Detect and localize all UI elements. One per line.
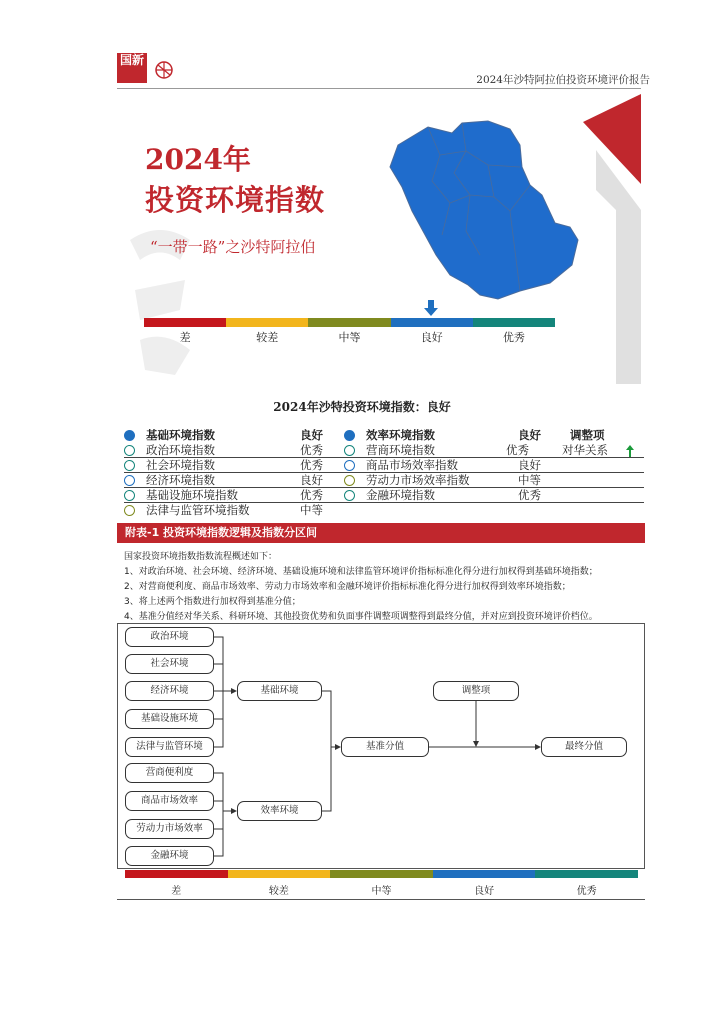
basic-env-label: 基础环境指数 xyxy=(146,428,215,442)
scale-segment-below-average xyxy=(226,318,308,327)
efficiency-env-value: 良好 xyxy=(518,428,541,442)
row-divider xyxy=(124,457,644,458)
arrow-up-icon xyxy=(626,445,634,457)
table-row xyxy=(344,488,644,503)
saudi-arabia-map xyxy=(370,115,585,305)
flow-node-finance: 金融环境 xyxy=(125,846,214,866)
row-value: 中等 xyxy=(300,503,323,517)
row-label: 商品市场效率指数 xyxy=(366,458,458,472)
scale-label: 较差 xyxy=(268,886,289,897)
scale-segment-below-average xyxy=(228,870,331,878)
rating-scale-bar xyxy=(144,318,555,327)
table-row xyxy=(124,488,340,503)
scale-label: 良好 xyxy=(420,331,443,344)
row-label: 基础设施环境指数 xyxy=(146,488,238,502)
basic-env-value: 良好 xyxy=(300,428,323,442)
hero-title: 投资环境指数 xyxy=(145,183,326,217)
table-row xyxy=(124,458,340,473)
row-value: 优秀 xyxy=(518,488,541,502)
table-row xyxy=(124,473,340,488)
table-row xyxy=(344,473,644,488)
table-row xyxy=(344,443,644,458)
scale-label: 差 xyxy=(179,331,191,344)
row-value: 优秀 xyxy=(300,458,323,472)
scale-label: 良好 xyxy=(474,886,495,897)
outline-circle-icon xyxy=(124,490,135,501)
efficiency-env-label: 效率环境指数 xyxy=(366,428,435,442)
scale-label: 中等 xyxy=(371,886,392,897)
scale-segment-average xyxy=(330,870,433,878)
efficiency-env-header xyxy=(344,428,644,443)
current-level-arrow-icon xyxy=(424,300,438,316)
row-divider xyxy=(124,502,644,503)
appendix-line: 4、基准分值经对华关系、科研环境、其他投资优势和负面事件调整项调整得到最终分值，并对应到投资环境评价档位。 xyxy=(124,612,598,622)
table-row xyxy=(124,443,340,458)
outline-circle-icon xyxy=(344,490,355,501)
row-label: 金融环境指数 xyxy=(366,488,435,502)
row-label: 营商环境指数 xyxy=(366,443,435,457)
outline-circle-icon xyxy=(124,505,135,516)
row-divider xyxy=(124,472,644,473)
flow-node-political: 政治环境 xyxy=(125,627,214,647)
scale-label: 中等 xyxy=(338,331,361,344)
row-value: 优秀 xyxy=(300,488,323,502)
report-title: 2024年沙特阿拉伯投资环境评价报告 xyxy=(476,74,650,86)
bottom-divider xyxy=(117,899,645,900)
filled-circle-icon xyxy=(344,430,355,441)
hero-year: 2024年 xyxy=(145,143,251,176)
outline-circle-icon xyxy=(344,475,355,486)
appendix-line: 1、对政治环境、社会环境、经济环境、基础设施环境和法律监管环境评价指标标准化得分进行加权得到基础环境指数； xyxy=(124,567,598,577)
scale-label: 较差 xyxy=(256,331,279,344)
scale-segment-good xyxy=(433,870,536,878)
scale-label: 差 xyxy=(171,886,182,897)
flow-node-legal: 法律与监管环境 xyxy=(125,737,214,757)
scale-segment-good xyxy=(391,318,473,327)
appendix-title: 附表-1 投资环境指数逻辑及指数分区间 xyxy=(117,523,645,543)
filled-circle-icon xyxy=(124,430,135,441)
outline-circle-icon xyxy=(344,445,355,456)
appendix-line: 国家投资环境指数指数流程概述如下： xyxy=(124,552,278,562)
appendix-line: 3、将上述两个指数进行加权得到基准分值； xyxy=(124,597,301,607)
outline-circle-icon xyxy=(344,460,355,471)
flow-node-adjustment: 调整项 xyxy=(433,681,519,701)
flow-node-labor-market: 劳动力市场效率 xyxy=(125,819,214,839)
scale-label: 优秀 xyxy=(502,331,525,344)
bottom-rating-bar xyxy=(125,870,638,878)
index-title: 2024年沙特投资环境指数：良好 xyxy=(273,400,451,414)
row-value: 中等 xyxy=(518,473,541,487)
flow-node-business: 营商便利度 xyxy=(125,763,214,783)
decor-gray-shape xyxy=(596,150,641,384)
header-divider xyxy=(117,88,641,89)
outline-circle-icon xyxy=(124,475,135,486)
scale-segment-average xyxy=(308,318,390,327)
brand-mark-icon xyxy=(152,60,176,80)
flow-node-economic: 经济环境 xyxy=(125,681,214,701)
logo xyxy=(117,53,147,83)
scale-segment-excellent xyxy=(473,318,555,327)
scale-segment-excellent xyxy=(535,870,638,878)
basic-env-table xyxy=(124,428,340,518)
row-divider xyxy=(124,487,644,488)
row-label: 法律与监管环境指数 xyxy=(146,503,250,517)
flow-node-final: 最终分值 xyxy=(541,737,627,757)
appendix-line: 2、对营商便利度、商品市场效率、劳动力市场效率和金融环境评价指标标准化得分进行加权得到效率环境指数； xyxy=(124,582,571,592)
efficiency-env-table xyxy=(344,428,644,503)
scale-label: 优秀 xyxy=(576,886,597,897)
flow-node-infrastructure: 基础设施环境 xyxy=(125,709,214,729)
row-label: 政治环境指数 xyxy=(146,443,215,457)
outline-circle-icon xyxy=(124,445,135,456)
adjust-header: 调整项 xyxy=(570,428,605,442)
row-value: 优秀 xyxy=(506,443,529,457)
logo-text: 国新 xyxy=(119,53,144,67)
table-row xyxy=(124,503,340,518)
flow-node-base-env: 基础环境 xyxy=(237,681,322,701)
scale-segment-poor xyxy=(144,318,226,327)
row-value: 良好 xyxy=(300,473,323,487)
outline-circle-icon xyxy=(124,460,135,471)
scale-segment-poor xyxy=(125,870,228,878)
hero-subtitle: “一带一路”之沙特阿拉伯 xyxy=(150,238,316,256)
flow-node-goods-market: 商品市场效率 xyxy=(125,791,214,811)
row-value: 良好 xyxy=(518,458,541,472)
flow-node-benchmark: 基准分值 xyxy=(341,737,429,757)
flow-node-efficiency-env: 效率环境 xyxy=(237,801,322,821)
table-row xyxy=(344,458,644,473)
row-label: 经济环境指数 xyxy=(146,473,215,487)
row-label: 劳动力市场效率指数 xyxy=(366,473,470,487)
row-value: 优秀 xyxy=(300,443,323,457)
adjust-value: 对华关系 xyxy=(562,443,608,457)
bottom-rating-labels xyxy=(125,882,638,897)
rating-scale-labels xyxy=(144,329,555,345)
flow-node-social: 社会环境 xyxy=(125,654,214,674)
basic-env-header xyxy=(124,428,340,443)
row-label: 社会环境指数 xyxy=(146,458,215,472)
